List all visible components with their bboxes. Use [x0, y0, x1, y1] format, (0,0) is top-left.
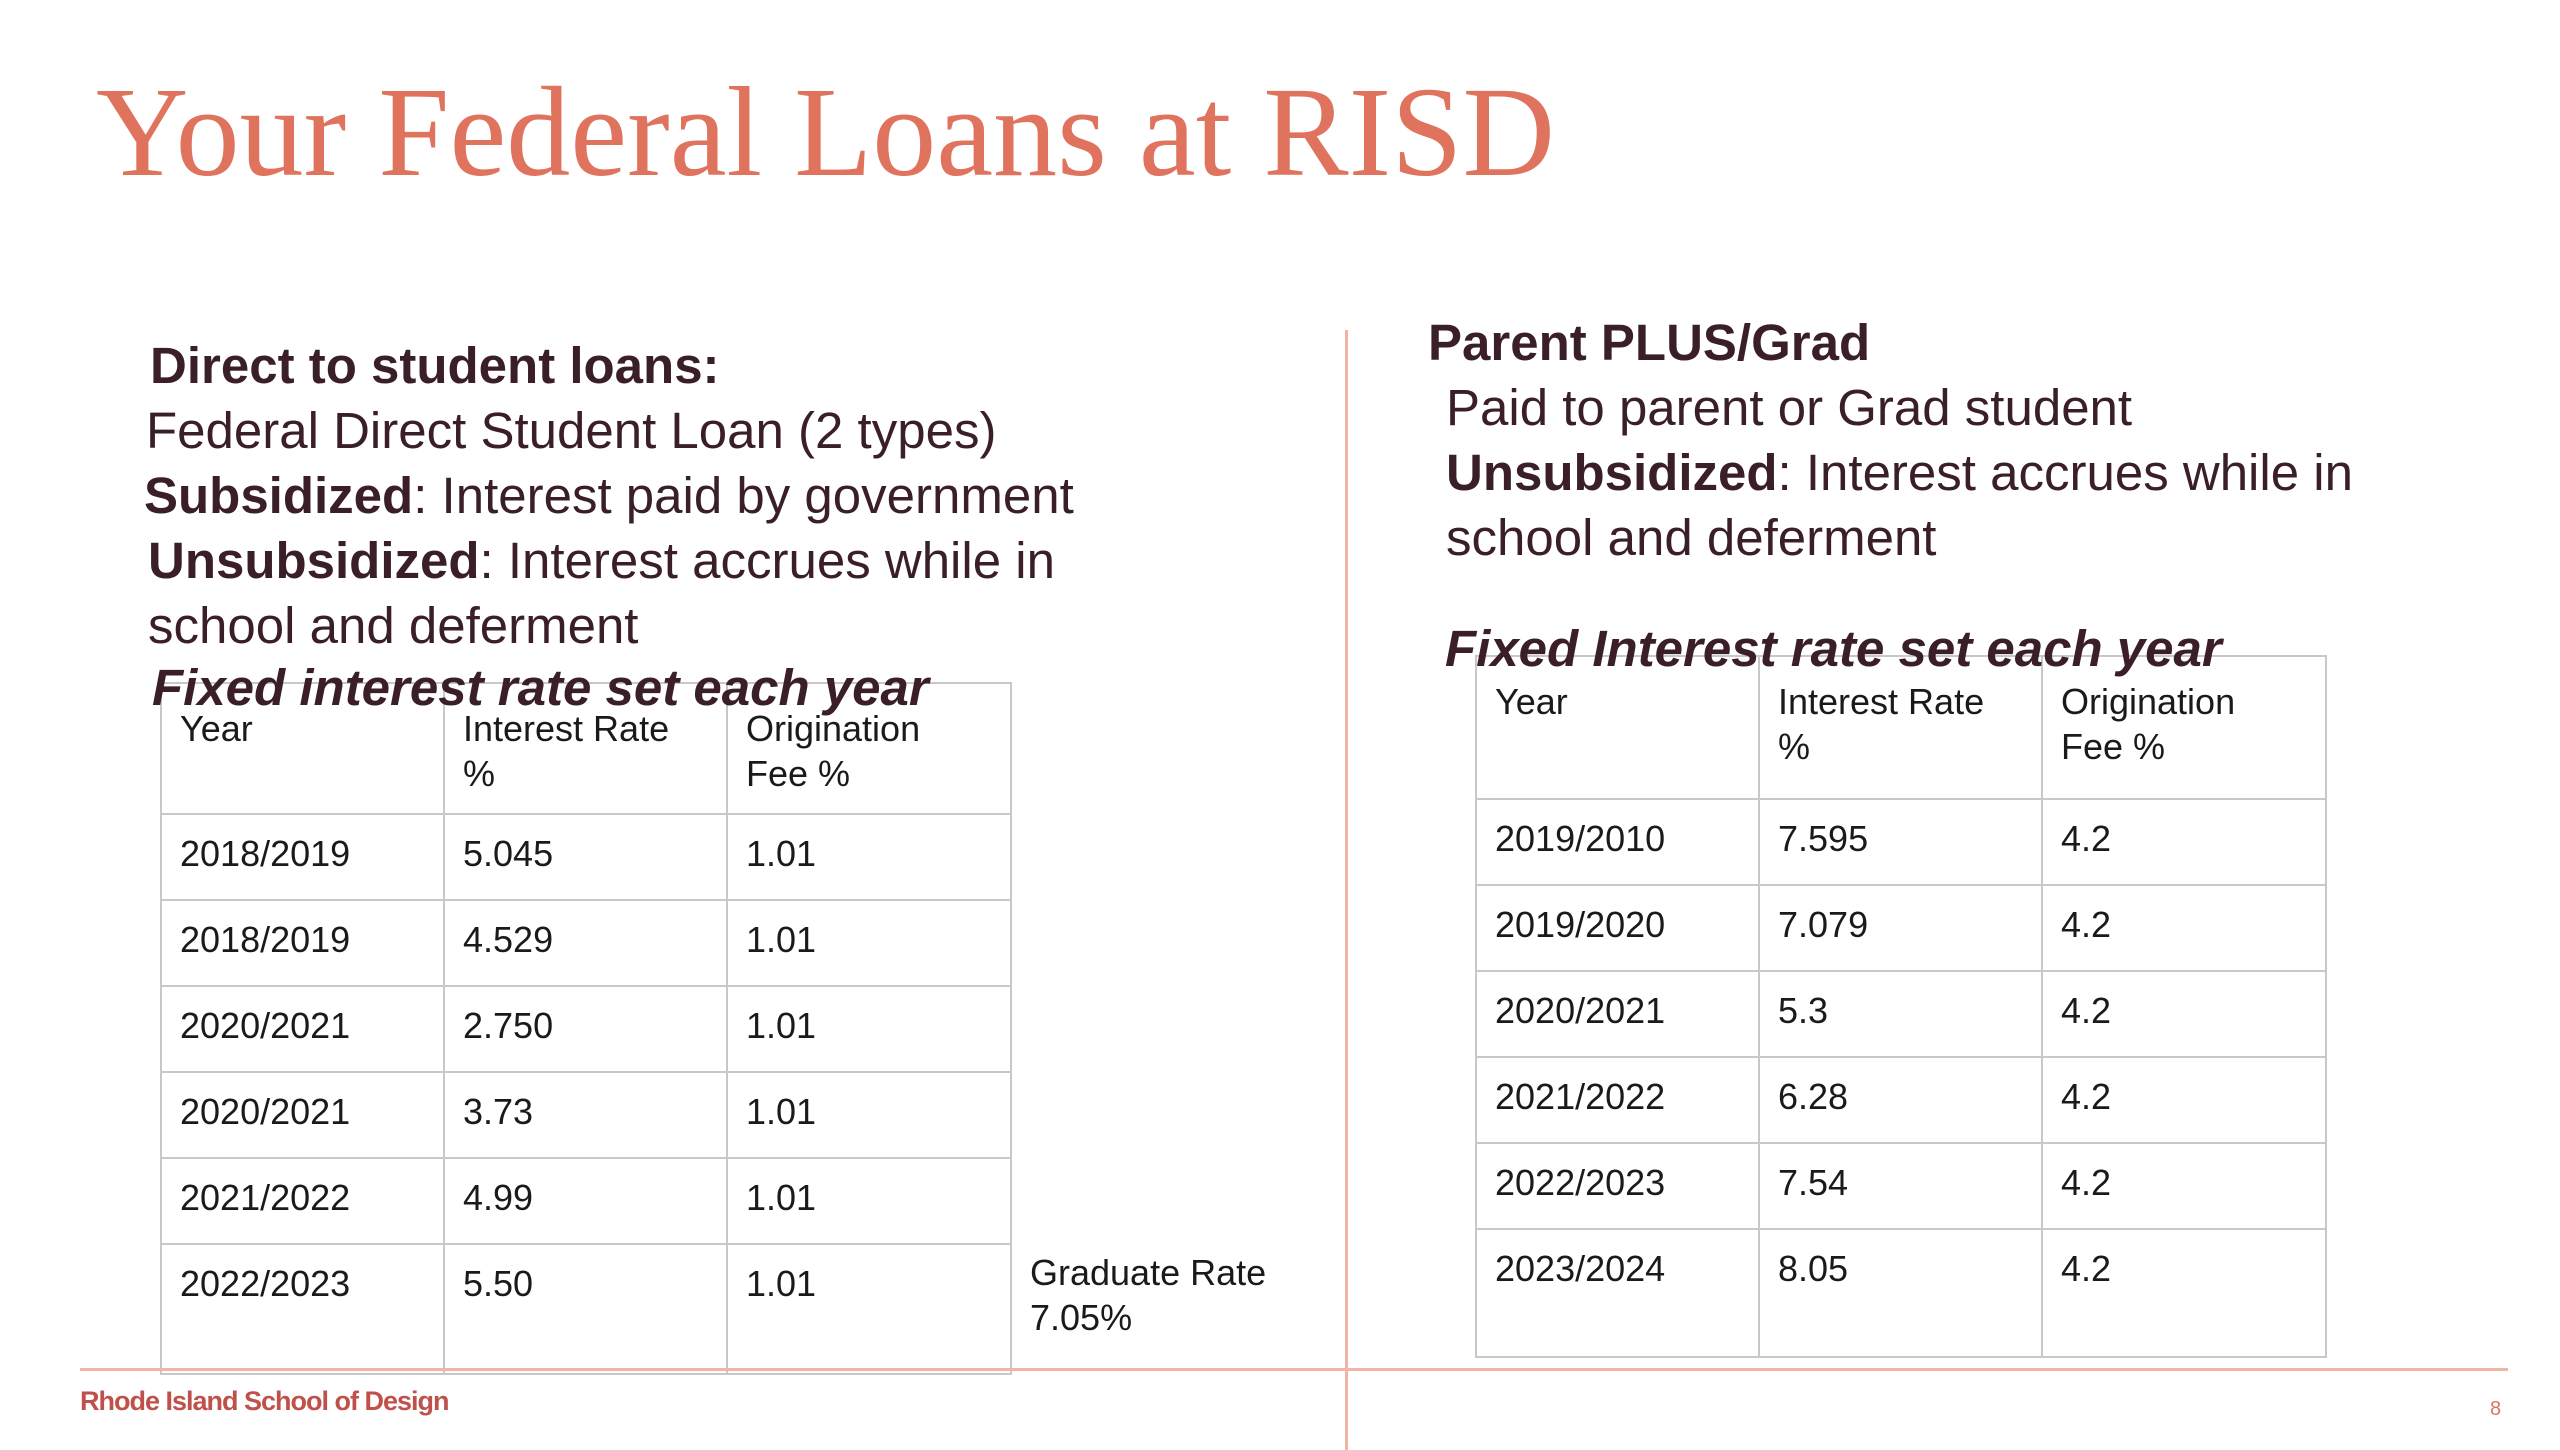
subsidized-desc: : Interest paid by government — [413, 467, 1074, 524]
cell-fee: 4.2 — [2042, 799, 2326, 885]
header-year: Year — [161, 683, 444, 814]
cell-fee: 1.01 — [727, 814, 1011, 900]
left-line-unsubsidized — [148, 528, 1074, 593]
left-line-subsidized — [144, 463, 1074, 528]
table-row — [1476, 799, 2326, 885]
header-origination-fee: Origination Fee % — [727, 683, 1011, 814]
table-row — [1476, 1229, 2326, 1357]
right-unsubsidized-desc: : Interest accrues while in — [1777, 444, 2353, 501]
table-row — [161, 900, 1011, 986]
cell-fee: 4.2 — [2042, 1143, 2326, 1229]
cell-year: 2022/2023 — [161, 1244, 444, 1374]
cell-rate: 8.05 — [1759, 1229, 2042, 1357]
cell-rate: 5.50 — [444, 1244, 727, 1374]
table-row — [161, 1158, 1011, 1244]
table-row — [161, 814, 1011, 900]
cell-rate: 3.73 — [444, 1072, 727, 1158]
cell-year: 2018/2019 — [161, 900, 444, 986]
table-row — [161, 1244, 1011, 1374]
left-fixed-note: Fixed interest rate set each year — [152, 659, 929, 716]
cell-year: 2020/2021 — [161, 1072, 444, 1158]
cell-rate: 4.529 — [444, 900, 727, 986]
header-interest-rate: Interest Rate % — [1759, 656, 2042, 799]
right-heading: Parent PLUS/Grad — [1428, 314, 1871, 371]
cell-fee: 1.01 — [727, 986, 1011, 1072]
right-unsubsidized-term: Unsubsidized — [1446, 444, 1778, 501]
cell-fee: 4.2 — [2042, 885, 2326, 971]
cell-year: 2023/2024 — [1476, 1229, 1759, 1357]
cell-rate: 6.28 — [1759, 1057, 2042, 1143]
cell-fee: 4.2 — [2042, 1057, 2326, 1143]
cell-rate: 5.3 — [1759, 971, 2042, 1057]
table-row — [161, 1072, 1011, 1158]
left-heading: Direct to student loans: — [150, 337, 720, 394]
footer-rule — [80, 1368, 2508, 1371]
left-text-block — [144, 333, 1074, 658]
cell-fee: 1.01 — [727, 900, 1011, 986]
cell-fee: 4.2 — [2042, 1229, 2326, 1357]
cell-fee: 1.01 — [727, 1072, 1011, 1158]
header-interest-rate: Interest Rate % — [444, 683, 727, 814]
graduate-rate-note — [1030, 1250, 1266, 1340]
cell-year: 2021/2022 — [1476, 1057, 1759, 1143]
cell-fee: 1.01 — [727, 1158, 1011, 1244]
cell-year: 2020/2021 — [161, 986, 444, 1072]
cell-rate: 7.079 — [1759, 885, 2042, 971]
subsidized-term: Subsidized — [144, 467, 414, 524]
table-row — [1476, 1057, 2326, 1143]
graduate-rate-value: 7.05% — [1030, 1297, 1133, 1338]
direct-loan-table — [160, 682, 1012, 1375]
column-divider — [1345, 330, 1348, 1450]
cell-fee: 4.2 — [2042, 971, 2326, 1057]
cell-year: 2021/2022 — [161, 1158, 444, 1244]
right-line-unsubsidized — [1446, 440, 2353, 505]
cell-fee: 1.01 — [727, 1244, 1011, 1374]
left-line-federal: Federal Direct Student Loan (2 types) — [146, 402, 997, 459]
cell-rate: 4.99 — [444, 1158, 727, 1244]
table-row — [1476, 1143, 2326, 1229]
graduate-rate-label: Graduate Rate — [1030, 1252, 1267, 1293]
cell-year: 2022/2023 — [1476, 1143, 1759, 1229]
left-line-school: school and deferment — [148, 597, 639, 654]
page-number: 8 — [2490, 1398, 2502, 1420]
right-text-block — [1428, 310, 2353, 570]
right-fixed-note: Fixed Interest rate set each year — [1445, 620, 2222, 677]
header-year: Year — [1476, 656, 1759, 799]
right-line-paid: Paid to parent or Grad student — [1446, 379, 2133, 436]
cell-year: 2019/2020 — [1476, 885, 1759, 971]
table-row — [1476, 885, 2326, 971]
cell-year: 2020/2021 — [1476, 971, 1759, 1057]
left-unsubsidized-desc: : Interest accrues while in — [479, 532, 1055, 589]
parent-plus-table — [1475, 655, 2327, 1358]
cell-rate: 7.595 — [1759, 799, 2042, 885]
table-row — [1476, 971, 2326, 1057]
table-row — [161, 986, 1011, 1072]
cell-year: 2018/2019 — [161, 814, 444, 900]
cell-rate: 5.045 — [444, 814, 727, 900]
left-unsubsidized-term: Unsubsidized — [148, 532, 480, 589]
footer-school-name: Rhode Island School of Design — [80, 1386, 449, 1416]
header-origination-fee: Origination Fee % — [2042, 656, 2326, 799]
slide-title: Your Federal Loans at RISD — [96, 61, 1555, 203]
right-line-school: school and deferment — [1446, 509, 1937, 566]
cell-year: 2019/2010 — [1476, 799, 1759, 885]
cell-rate: 7.54 — [1759, 1143, 2042, 1229]
cell-rate: 2.750 — [444, 986, 727, 1072]
